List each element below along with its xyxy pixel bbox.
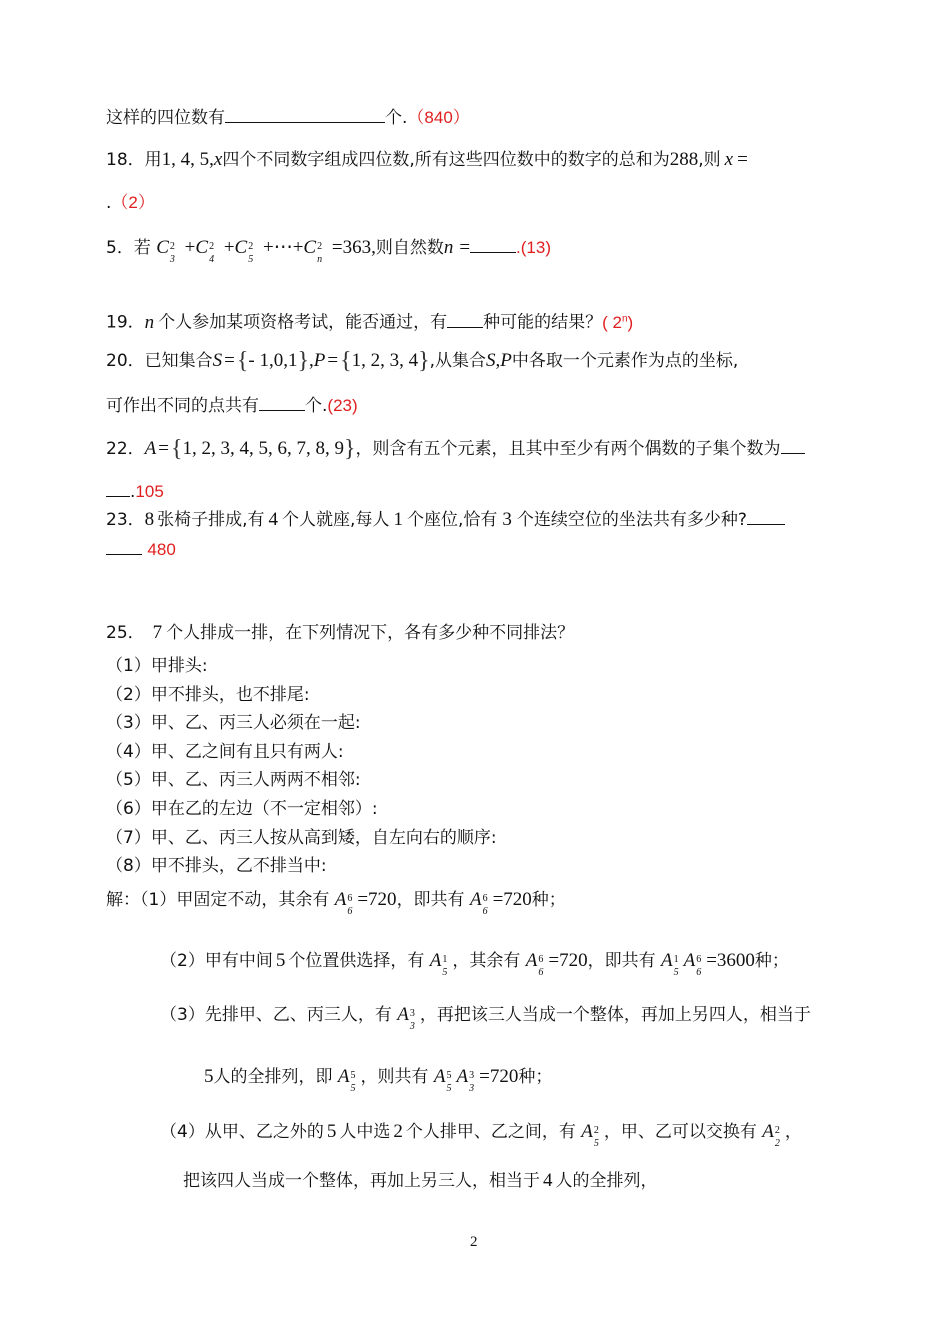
line-q17-tail: 这样的四位数有 个.（840）: [106, 108, 470, 128]
answer-text: ( 2$^n$): [602, 312, 634, 332]
question-22-answer: .105: [106, 480, 164, 503]
answer-blank: [747, 508, 785, 525]
question-25: 25． 7 个人排成一排，在下列情况下，各有多少种不同排法？: [106, 622, 575, 643]
answer-text: 105: [135, 482, 164, 501]
answer-blank: [470, 236, 516, 253]
page-number: 2: [470, 1234, 478, 1250]
answer-text: （2）: [111, 193, 155, 212]
q25-item: （6）甲在乙的左边（不一定相邻）:: [106, 799, 378, 819]
question-23-answer: [106, 538, 176, 561]
solution-3-cont: 5人的全排列，即 A 5 5 ，则共有 A 5 5 A 3 3 =720种；: [204, 1066, 553, 1094]
solution-1: 解：（1）甲固定不动，其余有 A 6 6 =720，即共有 A 6 6 =720种；: [106, 889, 566, 917]
answer-text: .(13): [516, 238, 552, 257]
q25-item: （1）甲排头:: [106, 656, 208, 676]
q25-item: （7）甲、乙、丙三人按从高到矮，自左向右的顺序:: [106, 828, 497, 848]
answer-blank: [781, 437, 805, 454]
question-5: 5．若 C 2 3 +C 2 4 +C 2 5 +⋯+C 2 n =363,则自然数n = .(13): [106, 237, 552, 265]
q25-item: （5）甲、乙、丙三人两两不相邻:: [106, 770, 361, 790]
question-20: 20．已知集合S ={- 1,0,1},P ={1, 2, 3, 4},从集合S,P中各取一个元素作为点的坐标,: [106, 348, 739, 374]
answer-blank: [106, 480, 130, 497]
solution-3: （3）先排甲、乙、丙三人，有 A 3 3 ，再把该三人当成一个整体，再加上另四人，相当于: [160, 1004, 811, 1032]
solution-4: （4）从甲、乙之外的 5 人中选 2 个人排甲、乙之间，有 A 2 5 ，甲、乙可以交换有 A 2 2 ，: [160, 1121, 802, 1149]
question-22: 22．A ={1, 2, 3, 4, 5, 6, 7, 8, 9}，则含有五个元素，且其中至少有两个偶数的子集个数为: [106, 437, 805, 460]
answer-text: 480: [147, 540, 176, 559]
solution-2: （2）甲有中间 5 个位置供选择，有 A 1 5 ，其余有 A 6 6 =720，即共有 A 1 5 A 6 6 =3600种；: [160, 950, 789, 978]
q25-item: （4）甲、乙之间有且只有两人:: [106, 742, 344, 762]
answer-blank: [106, 538, 142, 555]
combination-sum: C 2 3 +C 2 4 +C 2 5 +⋯+C 2 n: [156, 237, 323, 265]
answer-text: (23): [327, 396, 358, 415]
answer-blank: [447, 311, 483, 328]
question-19: 19．n 个人参加某项资格考试，能否通过，有 种可能的结果？( 2$^n$): [106, 311, 634, 333]
answer-blank: [259, 394, 305, 411]
answer-text: （840）: [407, 108, 470, 127]
question-18-answer: .（2）: [106, 193, 155, 213]
question-23: 23．8 张椅子排成,有 4 个人就座,每人 1 个座位,恰有 3 个连续空位的坐法共有多少种?: [106, 508, 785, 531]
q25-item: （2）甲不排头，也不排尾:: [106, 685, 310, 705]
solution-4-cont: 把该四人当成一个整体，再加上另三人，相当于 4 人的全排列，: [183, 1170, 658, 1191]
q25-item: （8）甲不排头，乙不排当中:: [106, 856, 327, 876]
question-20-line2: 可作出不同的点共有 个.(23): [106, 396, 358, 416]
question-18: 18．用1, 4, 5,x四个不同数字组成四位数,所有这些四位数中的数字的总和为288,则 x =: [106, 149, 748, 170]
answer-blank: [225, 106, 385, 123]
q25-item: （3）甲、乙、丙三人必须在一起:: [106, 713, 361, 733]
